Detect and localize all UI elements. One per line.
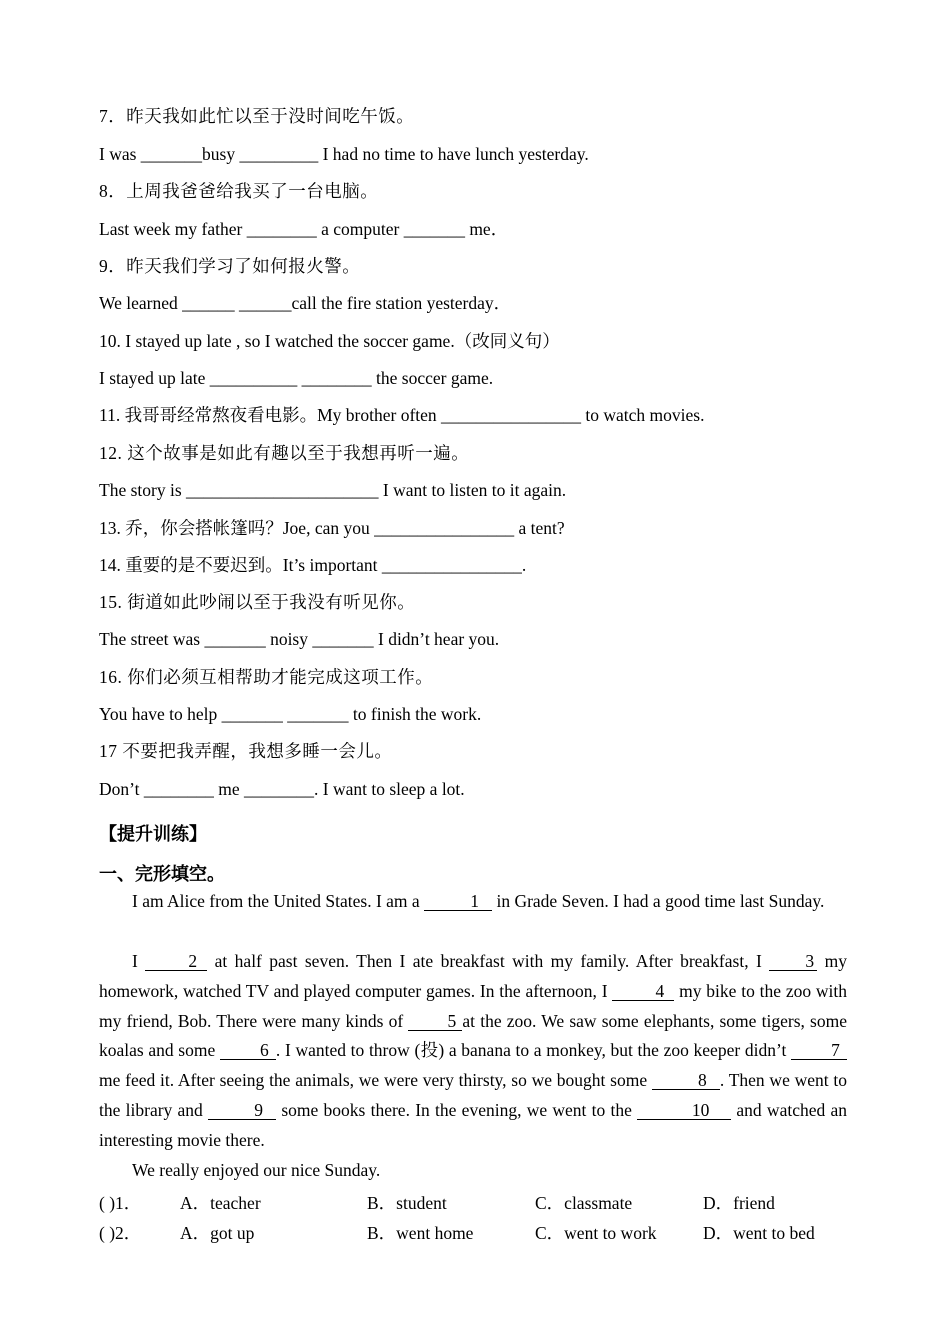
exercise-9-chinese: 9．昨天我们学习了如何报火警。 [99,256,361,276]
exercise-8-chinese: 8．上周我爸爸给我买了一台电脑。 [99,181,379,201]
exercise-9-english: We learned ______ ______call the fire station yesterday． [99,293,512,313]
exercise-16-english: You have to help _______ _______ to finish the work. [99,704,482,724]
passage-paragraph-1: I am Alice from the United States. I am a 1 in Grade Seven. I had a good time last Sunday. [132,891,825,911]
question-2-option-b[interactable]: B．went home [367,1223,474,1243]
question-2-option-d[interactable]: D．went to bed [703,1223,815,1243]
blank-6[interactable]: 6 [220,1041,276,1060]
part-title: 一、完形填空。 [99,864,225,885]
blank-4[interactable]: 4 [612,982,674,1001]
exercise-13: 13. 乔，你会搭帐篷吗？Joe, can you ________________ a tent? [99,518,565,538]
exercise-11: 11. 我哥哥经常熬夜看电影。My brother often ________________ to watch movies. [99,405,705,425]
exercise-10-answer: I stayed up late __________ ________ the soccer game. [99,368,494,388]
blank-7[interactable]: 7 [791,1041,847,1060]
blank-10[interactable]: 10 [637,1101,731,1120]
question-2-option-c[interactable]: C．went to work [535,1223,657,1243]
blank-3[interactable]: 3 [769,952,817,971]
question-1-option-d[interactable]: D．friend [703,1193,775,1213]
section-title: 【提升训练】 [99,824,207,845]
passage-paragraph-2: I 2 at half past seven. Then I ate breakfast with my family. After breakfast, I 3 my homework, watched TV and played computer games. In the afternoon, I 4 my bike to the zoo with my friend, Bob. There were many kinds of 5 at the zoo. We saw some elephants, some tigers, some koalas and some 6 . I wanted to throw (投) a banana to a monkey, but the zoo keeper didn’t 7 me feed it. After seeing the animals, we were very thirsty, so we bought some 8 . Then we went to the library and 9 some books there. In the evening, we went to the 10 and watched an interesting movie there. [99,951,848,1150]
question-2-option-a[interactable]: A．got up [180,1223,255,1243]
question-1-option-c[interactable]: C．classmate [535,1193,633,1213]
exercise-7-english: I was _______busy _________ I had no time to have lunch yesterday. [99,144,589,164]
exercise-16-chinese: 16. 你们必须互相帮助才能完成这项工作。 [99,667,434,687]
question-2-number: ( )2． [99,1223,142,1243]
exercise-15-english: The street was _______ noisy _______ I didn’t hear you. [99,629,500,649]
exercise-8-english: Last week my father ________ a computer _______ me． [99,219,509,239]
question-1-number: ( )1． [99,1193,142,1213]
blank-5[interactable]: 5 [408,1012,462,1031]
exercise-10-prompt: 10. I stayed up late , so I watched the soccer game.（改同义句） [99,331,560,351]
exercise-7-chinese: 7．昨天我如此忙以至于没时间吃午饭。 [99,106,415,126]
passage-paragraph-3: We really enjoyed our nice Sunday. [132,1160,381,1180]
exercise-17-english: Don’t ________ me ________. I want to sleep a lot. [99,779,465,799]
exercise-14: 14. 重要的是不要迟到。It’s important ________________. [99,555,527,575]
question-1-option-b[interactable]: B．student [367,1193,447,1213]
blank-9[interactable]: 9 [208,1101,276,1120]
blank-1[interactable]: 1 [424,892,492,911]
blank-8[interactable]: 8 [652,1071,720,1090]
question-1-option-a[interactable]: A．teacher [180,1193,261,1213]
exercise-17-chinese: 17 不要把我弄醒，我想多睡一会儿。 [99,741,393,761]
exercise-15-chinese: 15. 街道如此吵闹以至于我没有听见你。 [99,592,416,612]
exercise-12-english: The story is ______________________ I want to listen to it again. [99,480,567,500]
exercise-12-chinese: 12. 这个故事是如此有趣以至于我想再听一遍。 [99,443,470,463]
blank-2[interactable]: 2 [145,952,207,971]
